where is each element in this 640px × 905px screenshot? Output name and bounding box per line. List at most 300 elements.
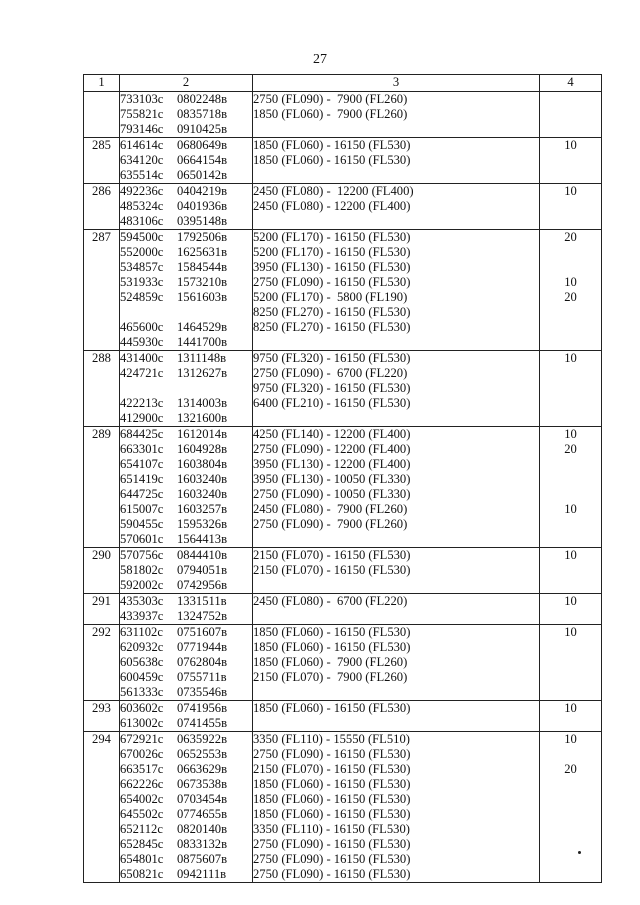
latitude: 431400с — [120, 351, 164, 365]
latitude: 644725с — [120, 487, 164, 501]
row-number: 287 — [84, 230, 120, 351]
longitude: 1792506в — [177, 230, 228, 244]
value-cell — [540, 427, 602, 548]
levels-cell — [253, 701, 540, 732]
longitude: 1321600в — [177, 411, 228, 425]
level-range: 1850 (FL060) - 16150 (FL530) — [253, 138, 411, 152]
longitude: 0652553в — [177, 747, 228, 761]
value — [540, 107, 601, 122]
latitude: 590455с — [120, 517, 164, 531]
coordinate-line — [120, 107, 252, 122]
longitude: 1604928в — [177, 442, 228, 456]
coordinate-line — [120, 685, 252, 700]
value: 10 — [564, 548, 577, 562]
value — [540, 335, 601, 350]
coordinate-line — [120, 427, 252, 442]
latitude: 570756с — [120, 548, 164, 562]
value-cell — [540, 625, 602, 701]
value-cell — [540, 230, 602, 351]
coordinate-line — [120, 640, 252, 655]
row-number: 293 — [84, 701, 120, 732]
longitude: 0663629в — [177, 762, 228, 776]
latitude: 600459с — [120, 670, 164, 684]
level-range: 1850 (FL060) - 16150 (FL530) — [253, 640, 411, 654]
value — [540, 867, 601, 882]
level-range: 1850 (FL060) - 16150 (FL530) — [253, 701, 411, 715]
longitude: 0650142в — [177, 168, 228, 182]
value — [540, 792, 601, 807]
level-range — [253, 122, 539, 137]
levels-cell — [253, 184, 540, 230]
level-range: 9750 (FL320) - 16150 (FL530) — [253, 351, 411, 365]
value: 20 — [564, 290, 577, 304]
longitude: 0741455в — [177, 716, 228, 730]
row-number: 291 — [84, 594, 120, 625]
value — [540, 609, 601, 624]
value — [540, 411, 601, 426]
longitude: 0703454в — [177, 792, 228, 806]
latitude: 524859с — [120, 290, 164, 304]
value — [540, 472, 601, 487]
coordinates-cell — [120, 594, 253, 625]
coordinate-line — [120, 837, 252, 852]
latitude: 445930с — [120, 335, 164, 349]
level-range — [253, 685, 539, 700]
coordinate-line — [120, 290, 252, 305]
airspace-table — [83, 74, 602, 883]
level-range: 8250 (FL270) - 16150 (FL530) — [253, 320, 411, 334]
coordinate-line — [120, 502, 252, 517]
value: 10 — [564, 732, 577, 746]
latitude: 670026с — [120, 747, 164, 761]
longitude: 0735546в — [177, 685, 228, 699]
coordinate-line — [120, 245, 252, 260]
coordinate-line — [120, 138, 252, 153]
level-range: 2750 (FL090) - 16150 (FL530) — [253, 867, 411, 881]
coordinate-line — [120, 563, 252, 578]
column-header-4: 4 — [540, 75, 602, 92]
levels-cell — [253, 92, 540, 138]
level-range: 2750 (FL090) - 6700 (FL220) — [253, 366, 408, 380]
coordinate-line — [120, 594, 252, 609]
level-range: 3950 (FL130) - 16150 (FL530) — [253, 260, 411, 274]
longitude: 1603257в — [177, 502, 228, 516]
latitude: 615007с — [120, 502, 164, 516]
coordinate-line — [120, 532, 252, 547]
level-range: 5200 (FL170) - 16150 (FL530) — [253, 230, 411, 244]
level-range — [253, 168, 539, 183]
longitude: 1331511в — [177, 594, 227, 608]
longitude: 1314003в — [177, 396, 228, 410]
levels-cell — [253, 625, 540, 701]
level-range: 3950 (FL130) - 10050 (FL330) — [253, 472, 411, 486]
longitude: 1603240в — [177, 487, 228, 501]
value — [540, 168, 601, 183]
longitude: 1603240в — [177, 472, 228, 486]
coordinate-line — [120, 792, 252, 807]
value-cell — [540, 138, 602, 184]
table-row — [84, 230, 602, 351]
value-cell — [540, 351, 602, 427]
level-range: 5200 (FL170) - 16150 (FL530) — [253, 245, 411, 259]
coordinate-line — [120, 609, 252, 624]
value — [540, 563, 601, 578]
value-cell — [540, 732, 602, 883]
latitude: 662226с — [120, 777, 164, 791]
latitude: 435303с — [120, 594, 164, 608]
level-range — [253, 335, 539, 350]
level-range: 2750 (FL090) - 16150 (FL530) — [253, 275, 411, 289]
longitude: 0404219в — [177, 184, 228, 198]
coordinates-cell — [120, 230, 253, 351]
column-header-1: 1 — [84, 75, 120, 92]
level-range: 1850 (FL060) - 7900 (FL260) — [253, 655, 408, 669]
levels-cell — [253, 732, 540, 883]
latitude: 485324с — [120, 199, 164, 213]
row-number: 290 — [84, 548, 120, 594]
row-number: 292 — [84, 625, 120, 701]
coordinate-line — [120, 852, 252, 867]
longitude: 1573210в — [177, 275, 228, 289]
level-range: 1850 (FL060) - 16150 (FL530) — [253, 807, 411, 821]
value — [540, 366, 601, 381]
level-range: 3350 (FL110) - 16150 (FL530) — [253, 822, 410, 836]
value: 20 — [564, 442, 577, 456]
longitude: 1625631в — [177, 245, 228, 259]
coordinate-line — [120, 381, 252, 396]
coordinate-line — [120, 320, 252, 335]
latitude: 594500с — [120, 230, 164, 244]
level-range: 2450 (FL080) - 12200 (FL400) — [253, 184, 414, 198]
level-range: 1850 (FL060) - 16150 (FL530) — [253, 153, 411, 167]
coordinate-line — [120, 807, 252, 822]
level-range: 3350 (FL110) - 15550 (FL510) — [253, 732, 410, 746]
coordinate-line — [120, 168, 252, 183]
value: 10 — [564, 351, 577, 365]
row-number: 289 — [84, 427, 120, 548]
value — [540, 777, 601, 792]
level-range: 4250 (FL140) - 12200 (FL400) — [253, 427, 411, 441]
longitude: 0680649в — [177, 138, 228, 152]
longitude: 1603804в — [177, 457, 228, 471]
levels-cell — [253, 230, 540, 351]
latitude: 635514с — [120, 168, 164, 182]
latitude: 631102с — [120, 625, 163, 639]
value — [540, 260, 601, 275]
value: 10 — [564, 138, 577, 152]
value-cell — [540, 701, 602, 732]
longitude: 0673538в — [177, 777, 228, 791]
longitude: 1324752в — [177, 609, 228, 623]
stray-mark — [578, 851, 581, 854]
longitude: 0762804в — [177, 655, 228, 669]
level-range — [253, 578, 539, 593]
level-range: 2750 (FL090) - 7900 (FL260) — [253, 92, 408, 106]
latitude: 433937с — [120, 609, 164, 623]
table-row — [84, 92, 602, 138]
value: 10 — [564, 275, 577, 289]
value: 10 — [564, 427, 577, 441]
latitude: 492236с — [120, 184, 164, 198]
longitude: 1441700в — [177, 335, 228, 349]
longitude: 0395148в — [177, 214, 228, 228]
table-row — [84, 351, 602, 427]
value-cell — [540, 92, 602, 138]
coordinates-cell — [120, 548, 253, 594]
value — [540, 852, 601, 867]
value — [540, 807, 601, 822]
coordinate-line — [120, 230, 252, 245]
latitude: 561333с — [120, 685, 164, 699]
page-number: 27 — [313, 52, 327, 67]
table-row — [84, 548, 602, 594]
longitude: 1584544в — [177, 260, 228, 274]
latitude: 620932с — [120, 640, 164, 654]
coordinate-line — [120, 305, 252, 320]
value — [540, 305, 601, 320]
level-range: 2150 (FL070) - 16150 (FL530) — [253, 762, 411, 776]
table-row — [84, 701, 602, 732]
coordinate-line — [120, 275, 252, 290]
coordinate-line — [120, 366, 252, 381]
value — [540, 716, 601, 731]
level-range: 1850 (FL060) - 16150 (FL530) — [253, 625, 411, 639]
longitude: 0771944в — [177, 640, 228, 654]
value: 10 — [564, 502, 577, 516]
coordinates-cell — [120, 92, 253, 138]
level-range: 2750 (FL090) - 12200 (FL400) — [253, 442, 411, 456]
level-range: 9750 (FL320) - 16150 (FL530) — [253, 381, 411, 395]
level-range: 2750 (FL090) - 7900 (FL260) — [253, 517, 408, 531]
value-cell — [540, 594, 602, 625]
longitude: 1612014в — [177, 427, 228, 441]
latitude: 552000с — [120, 245, 164, 259]
levels-cell — [253, 594, 540, 625]
value: 20 — [564, 230, 577, 244]
coordinates-cell — [120, 701, 253, 732]
value — [540, 822, 601, 837]
longitude: 0401936в — [177, 199, 228, 213]
latitude: 654801с — [120, 852, 164, 866]
latitude: 531933с — [120, 275, 164, 289]
latitude: 650821с — [120, 867, 164, 881]
longitude: 0751607в — [177, 625, 228, 639]
levels-cell — [253, 138, 540, 184]
coordinate-line — [120, 732, 252, 747]
coordinate-line — [120, 548, 252, 563]
longitude: 0664154в — [177, 153, 228, 167]
value — [540, 640, 601, 655]
coordinate-line — [120, 351, 252, 366]
row-number: 286 — [84, 184, 120, 230]
coordinate-line — [120, 762, 252, 777]
longitude: 1561603в — [177, 290, 228, 304]
longitude: 0774655в — [177, 807, 228, 821]
latitude: 634120с — [120, 153, 164, 167]
value — [540, 747, 601, 762]
level-range: 2150 (FL070) - 7900 (FL260) — [253, 670, 408, 684]
levels-cell — [253, 548, 540, 594]
latitude: 663301с — [120, 442, 164, 456]
coordinate-line — [120, 260, 252, 275]
coordinates-cell — [120, 351, 253, 427]
level-range — [253, 609, 539, 624]
longitude: 0794051в — [177, 563, 228, 577]
coordinate-line — [120, 487, 252, 502]
latitude: 684425с — [120, 427, 164, 441]
value — [540, 199, 601, 214]
value-cell — [540, 184, 602, 230]
latitude: 755821с — [120, 107, 164, 121]
coordinate-line — [120, 199, 252, 214]
coordinate-line — [120, 625, 252, 640]
coordinate-line — [120, 335, 252, 350]
level-range — [253, 214, 539, 229]
latitude: 613002с — [120, 716, 164, 730]
coordinate-line — [120, 442, 252, 457]
level-range — [253, 716, 539, 731]
longitude: 1312627в — [177, 366, 228, 380]
value — [540, 245, 601, 260]
table-row — [84, 427, 602, 548]
longitude: 0835718в — [177, 107, 228, 121]
header-row — [84, 75, 602, 92]
coordinate-line — [120, 396, 252, 411]
level-range: 2150 (FL070) - 16150 (FL530) — [253, 563, 411, 577]
coordinate-line — [120, 457, 252, 472]
level-range: 8250 (FL270) - 16150 (FL530) — [253, 305, 411, 319]
value: 10 — [564, 184, 577, 198]
value: 10 — [564, 701, 577, 715]
level-range: 2450 (FL080) - 6700 (FL220) — [253, 594, 408, 608]
row-number: 294 — [84, 732, 120, 883]
level-range: 1850 (FL060) - 16150 (FL530) — [253, 777, 411, 791]
longitude: 0635922в — [177, 732, 228, 746]
coordinate-line — [120, 214, 252, 229]
coordinates-cell — [120, 138, 253, 184]
table-row — [84, 138, 602, 184]
level-range: 5200 (FL170) - 5800 (FL190) — [253, 290, 408, 304]
longitude: 0833132в — [177, 837, 228, 851]
latitude: 581802с — [120, 563, 164, 577]
levels-cell — [253, 427, 540, 548]
coordinates-cell — [120, 625, 253, 701]
row-number — [84, 92, 120, 138]
column-header-3: 3 — [253, 75, 540, 92]
value — [540, 685, 601, 700]
coordinate-line — [120, 867, 252, 882]
coordinate-line — [120, 578, 252, 593]
value — [540, 837, 601, 852]
coordinate-line — [120, 822, 252, 837]
longitude: 0875607в — [177, 852, 228, 866]
value: 10 — [564, 594, 577, 608]
value — [540, 320, 601, 335]
coordinates-cell — [120, 732, 253, 883]
longitude: 1564413в — [177, 532, 228, 546]
level-range: 2450 (FL080) - 7900 (FL260) — [253, 502, 408, 516]
table-row — [84, 184, 602, 230]
value: 10 — [564, 625, 577, 639]
coordinate-line — [120, 701, 252, 716]
latitude: 603602с — [120, 701, 164, 715]
table-row — [84, 732, 602, 883]
value — [540, 532, 601, 547]
coordinate-line — [120, 184, 252, 199]
longitude: 0802248в — [177, 92, 228, 106]
value — [540, 396, 601, 411]
longitude: 0942111в — [177, 867, 227, 881]
level-range: 2750 (FL090) - 16150 (FL530) — [253, 747, 411, 761]
coordinate-line — [120, 747, 252, 762]
level-range: 2750 (FL090) - 16150 (FL530) — [253, 837, 411, 851]
coordinate-line — [120, 517, 252, 532]
latitude: 424721с — [120, 366, 164, 380]
latitude: 793146с — [120, 122, 164, 136]
coordinates-cell — [120, 184, 253, 230]
longitude: 1595326в — [177, 517, 228, 531]
level-range: 6400 (FL210) - 16150 (FL530) — [253, 396, 411, 410]
column-header-2: 2 — [120, 75, 253, 92]
level-range — [253, 411, 539, 426]
value — [540, 92, 601, 107]
level-range: 2750 (FL090) - 16150 (FL530) — [253, 852, 411, 866]
level-range: 1850 (FL060) - 16150 (FL530) — [253, 792, 411, 806]
coordinate-line — [120, 472, 252, 487]
coordinate-line — [120, 92, 252, 107]
latitude: 614614с — [120, 138, 164, 152]
table-body — [84, 92, 602, 883]
value — [540, 655, 601, 670]
latitude: 654107с — [120, 457, 164, 471]
value — [540, 670, 601, 685]
latitude: 465600с — [120, 320, 164, 334]
levels-cell — [253, 351, 540, 427]
value — [540, 122, 601, 137]
value — [540, 153, 601, 168]
longitude: 0820140в — [177, 822, 228, 836]
value — [540, 457, 601, 472]
latitude: 483106с — [120, 214, 164, 228]
latitude: 422213с — [120, 396, 164, 410]
value-cell — [540, 548, 602, 594]
longitude: 0755711в — [177, 670, 227, 684]
coordinate-line — [120, 716, 252, 731]
row-number: 288 — [84, 351, 120, 427]
longitude: 0741956в — [177, 701, 228, 715]
longitude: 0910425в — [177, 122, 228, 136]
latitude: 534857с — [120, 260, 164, 274]
level-range: 2750 (FL090) - 10050 (FL330) — [253, 487, 411, 501]
value — [540, 487, 601, 502]
latitude: 645502с — [120, 807, 164, 821]
latitude: 605638с — [120, 655, 164, 669]
latitude: 412900с — [120, 411, 164, 425]
latitude: 652112с — [120, 822, 163, 836]
latitude: 652845с — [120, 837, 164, 851]
longitude: 1311148в — [177, 351, 227, 365]
latitude: 570601с — [120, 532, 164, 546]
longitude: 1464529в — [177, 320, 228, 334]
coordinate-line — [120, 411, 252, 426]
coordinate-line — [120, 153, 252, 168]
latitude: 654002с — [120, 792, 164, 806]
coordinates-cell — [120, 427, 253, 548]
level-range: 2450 (FL080) - 12200 (FL400) — [253, 199, 411, 213]
coordinate-line — [120, 777, 252, 792]
level-range: 1850 (FL060) - 7900 (FL260) — [253, 107, 408, 121]
table-row — [84, 594, 602, 625]
